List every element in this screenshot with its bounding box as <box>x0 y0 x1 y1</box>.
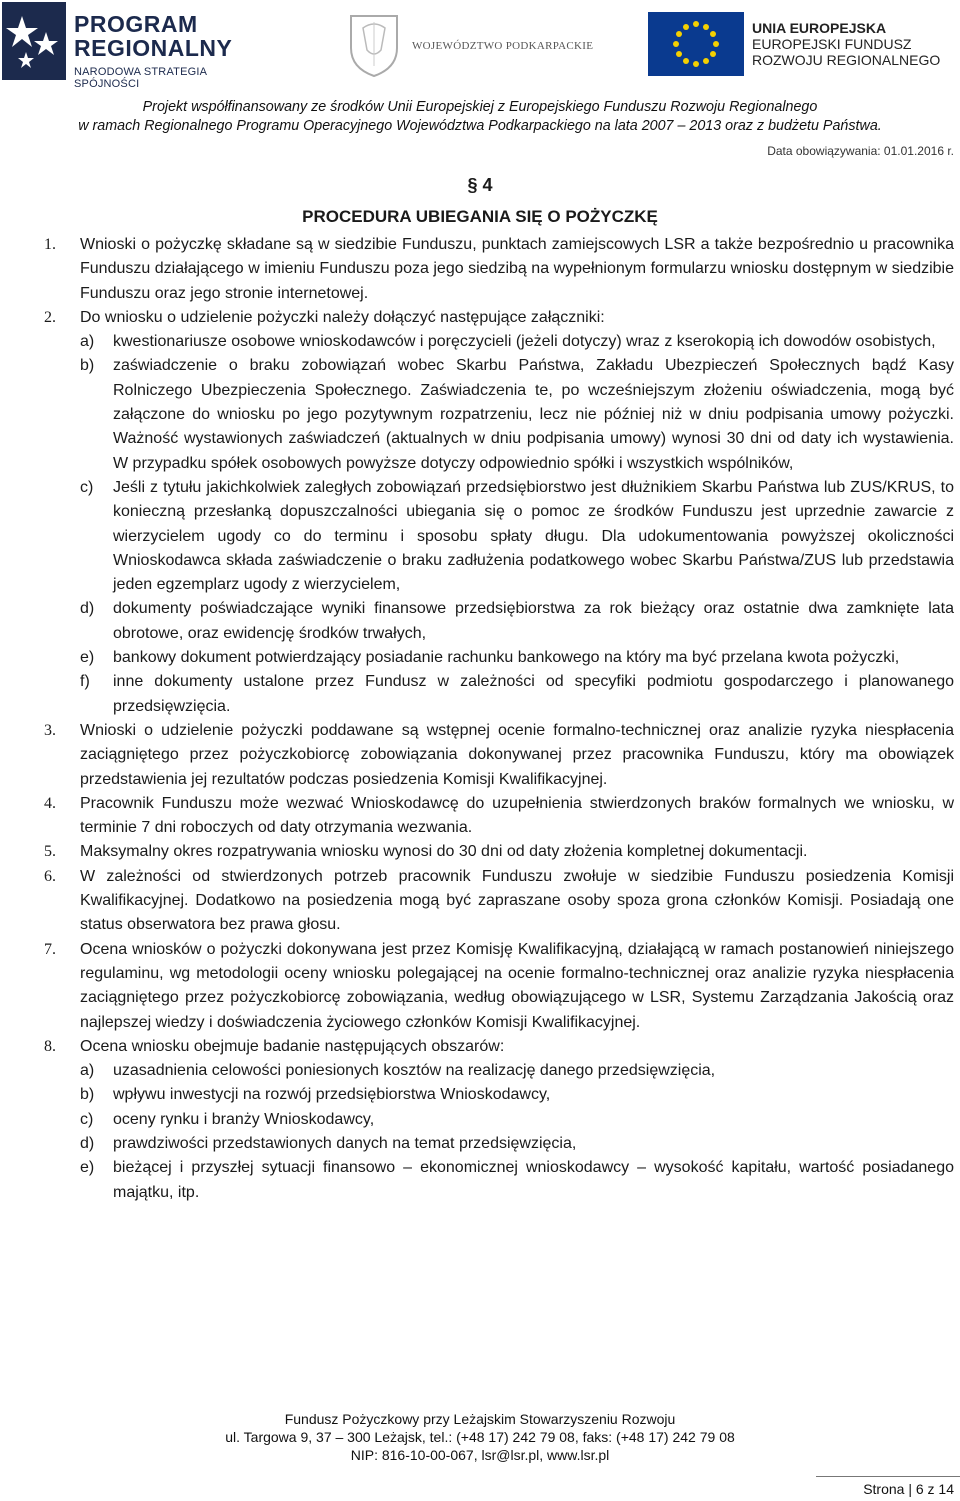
eu-line-2: EUROPEJSKI FUNDUSZ <box>752 36 912 52</box>
sub-text: bieżącej i przyszłej sytuacji finansowo – ekonomicznej wnioskodawcy – wysokość kapitału, wartość posiadanego majątku, itp. <box>113 1159 954 1201</box>
footer-line-1: Fundusz Pożyczkowy przy Leżajskim Stowarzyszeniu Rozwoju <box>284 1411 676 1427</box>
date-valid: Data obowiązywania: 01.01.2016 r. <box>767 144 954 158</box>
sub-text: dokumenty poświadczające wyniki finansowe przedsiębiorstwa za rok bieżący oraz ostatnie dwa zamknięte lata obrotowe, oraz ewidencję środków trwałych, <box>113 600 954 642</box>
sub-text: zaświadczenie o braku zobowiązań wobec Skarbu Państwa, Zakładu Ubezpieczeń Społecznych bądź Kasy Rolniczego Ubezpieczenia Społecznego. Zaświadczenia te, po wcześniejszym złożeniu oświadczenia, mogą być załączone do wniosku po jego pozytywnym rozpatrzeniu, lecz nie później niż w dniu podpisania umowy pożyczki. Ważność wystawionych zaświadczeń (aktualnych w dniu podpisania umowy) wynosi 30 dni od daty ich wystawienia. W przypadku spółek osobowych powyższe dotyczy odpowiednio spółki i wszystkich wspólników, <box>113 357 954 472</box>
item-number: 8. <box>44 1037 56 1055</box>
sub-letter: a) <box>80 333 95 351</box>
item-text: Ocena wniosku obejmuje badanie następujących obszarów: <box>80 1037 505 1055</box>
program-subtitle: NARODOWA STRATEGIA SPÓJNOŚCI <box>74 66 207 90</box>
sub-letter: e) <box>80 649 95 667</box>
sub-text: uzasadnienia celowości poniesionych kosztów na realizację danego przedsięwzięcia, <box>113 1062 716 1080</box>
voivodeship-crest-icon <box>345 10 403 80</box>
paragraph-symbol: § 4 <box>467 175 493 195</box>
item-number: 4. <box>44 794 56 812</box>
eu-fund-label <box>752 20 940 68</box>
sub-item-2b <box>0 354 960 475</box>
item-text: W zależności od stwierdzonych potrzeb pracownik Funduszu zwołuje w siedzibie Funduszu posiedzenia Komisji Kwalifikacyjnej. Dodatkowo na posiedzenia mogą być zapraszane osoby spoza grona członków Komisji. Posiadają one status obserwatora bez prawa głosu. <box>80 867 954 934</box>
item-number: 5. <box>44 843 56 861</box>
item-text: Wnioski o pożyczkę składane są w siedzibie Funduszu, punktach zamiejscowych LSR a także bezpośrednio u pracownika Funduszu działającego w imieniu Funduszu poza jego siedzibą na wypełnionym formularzu wniosku dostępnym w siedzibie Funduszu oraz jego stronie internetowej. <box>80 236 954 302</box>
item-text: Ocena wniosków o pożyczki dokonywana jest przez Komisję Kwalifikacyjną, działającą w ramach postanowień niniejszego regulaminu, wg metodologii oceny wniosku polegającej na ocenie formalno-technicznej oraz analizie ryzyka niespłacenia zaciągniętego przez pożyczkobiorcę zobowiązania, według obowiązującego w LSR, Systemu Zarządzania Jakością oraz najlepszej wiedzy i doświadczenia życiowego członków Komisji Kwalifikacyjnej. <box>80 940 954 1031</box>
item-number: 3. <box>44 721 56 739</box>
list-item-7 <box>0 938 960 1035</box>
eu-flag-icon <box>648 12 744 76</box>
sub-letter: d) <box>80 1134 95 1152</box>
list-item-4 <box>0 792 960 841</box>
sub-item-8e <box>0 1156 960 1205</box>
list-item-2 <box>0 306 960 330</box>
item-text: Do wniosku o udzielenie pożyczki należy dołączyć następujące załączniki: <box>80 308 605 326</box>
program-line-2: REGIONALNY <box>74 35 233 61</box>
page-number-divider <box>816 1476 960 1477</box>
sub-item-2c <box>0 476 960 597</box>
procedure-list <box>0 233 960 1205</box>
sub-item-8d <box>0 1132 960 1156</box>
list-item-5 <box>0 840 960 864</box>
footer-line-3: NIP: 816-10-00-067, lsr@lsr.pl, www.lsr.pl <box>350 1447 610 1463</box>
item-text: Maksymalny okres rozpatrywania wniosku wynosi do 30 dni od daty złożenia kompletnej dokumentacji. <box>80 843 808 861</box>
sub-item-8a <box>0 1059 960 1083</box>
item-number: 7. <box>44 940 56 958</box>
list-item-1 <box>0 233 960 306</box>
eu-line-3: ROZWOJU REGIONALNEGO <box>752 52 941 68</box>
sub-text: Jeśli z tytułu jakichkolwiek zaległych zobowiązań przedsiębiorstwo jest dłużnikiem Skarbu Państwa lub ZUS/KRUS, to konieczną przesłanką dopuszczalności ubiegania się o pomoc ze środków Funduszu jest uprzednie zawarcie z wierzycielem ugody co do terminu i sposobu spłaty długu. Dla udokumentowania powyższej okoliczności Wnioskodawca składa zaświadczenie o braku zadłużenia podatkowego wobec Skarbu Państwa/ZUS lub przedstawia jeden egzemplarz ugody z wierzycielem, <box>113 478 954 594</box>
sub-item-2d <box>0 597 960 646</box>
project-funding-line-1: Projekt współfinansowany ze środków Unii Europejskiej z Europejskiego Funduszu Rozwoju Regionalnego <box>142 99 818 115</box>
sub-letter: e) <box>80 1159 95 1177</box>
list-item-8 <box>0 1035 960 1059</box>
sub-letter: a) <box>80 1062 95 1080</box>
sub-item-8b <box>0 1083 960 1107</box>
voivodeship-name: WOJEWÓDZTWO PODKARPACKIE <box>412 40 594 52</box>
program-regionalny-logo <box>2 2 272 90</box>
item-text: Pracownik Funduszu może wezwać Wnioskodawcę do uzupełnienia stwierdzonych braków formalnych we wniosku, w terminie 7 dni roboczych od daty otrzymania wezwania. <box>80 794 954 837</box>
star-logo-icon <box>2 2 66 80</box>
sub-text: oceny rynku i branży Wnioskodawcy, <box>113 1110 375 1128</box>
item-number: 6. <box>44 867 56 885</box>
sub-letter: c) <box>80 478 94 496</box>
document-footer <box>0 1410 960 1464</box>
section-title: PROCEDURA UBIEGANIA SIĘ O POŻYCZKĘ <box>302 207 658 226</box>
item-number: 1. <box>44 236 56 253</box>
sub-letter: b) <box>80 357 95 375</box>
list-item-6 <box>0 865 960 938</box>
sub-item-8c <box>0 1108 960 1132</box>
eu-line-1: UNIA EUROPEJSKA <box>752 20 887 36</box>
item-number: 2. <box>44 308 56 326</box>
footer-line-2: ul. Targowa 9, 37 – 300 Leżajsk, tel.: (+48 17) 242 79 08, faks: (+48 17) 242 79 08 <box>225 1429 735 1445</box>
sub-item-2a <box>0 330 960 354</box>
sub-letter: b) <box>80 1086 95 1104</box>
program-title <box>74 12 232 60</box>
sub-text: bankowy dokument potwierdzający posiadanie rachunku bankowego na który ma być przelana kwota pożyczki, <box>113 649 900 667</box>
sub-item-2f <box>0 670 960 719</box>
page-number: Strona | 6 z 14 <box>863 1481 954 1497</box>
item-text: Wnioski o udzielenie pożyczki poddawane są wstępnej ocenie formalno-technicznej oraz analizie ryzyka niespłacenia zaciągniętego przez pożyczkobiorcę zobowiązania dokonywanej przez pracownika Funduszu, który ma obowiązek przedstawienia jej rezultatów podczas posiedzenia Komisji Kwalifikacyjnej. <box>80 721 954 788</box>
sub-text: prawdziwości przedstawionych danych na temat przedsięwzięcia, <box>113 1134 577 1152</box>
sub-letter: f) <box>80 673 90 691</box>
sub-text: inne dokumenty ustalone przez Fundusz w zależności od specyfiki podmiotu gospodarczego i planowanego przedsięwzięcia. <box>113 673 954 715</box>
sub-letter: d) <box>80 600 95 618</box>
project-funding-line-2: w ramach Regionalnego Programu Operacyjnego Województwa Podkarpackiego na lata 2007 – 2013 oraz z budżetu Państwa. <box>78 118 882 134</box>
sub-letter: c) <box>80 1110 94 1128</box>
sub-item-2e <box>0 646 960 670</box>
document-header <box>0 0 960 95</box>
sub-text: wpływu inwestycji na rozwój przedsiębiorstwa Wnioskodawcy, <box>113 1086 551 1104</box>
list-item-3 <box>0 719 960 792</box>
sub-text: kwestionariusze osobowe wnioskodawców i poręczycieli (jeżeli dotyczy) wraz z kserokopią ich dowodów osobistych, <box>113 333 936 351</box>
program-line-1: PROGRAM <box>74 11 198 37</box>
